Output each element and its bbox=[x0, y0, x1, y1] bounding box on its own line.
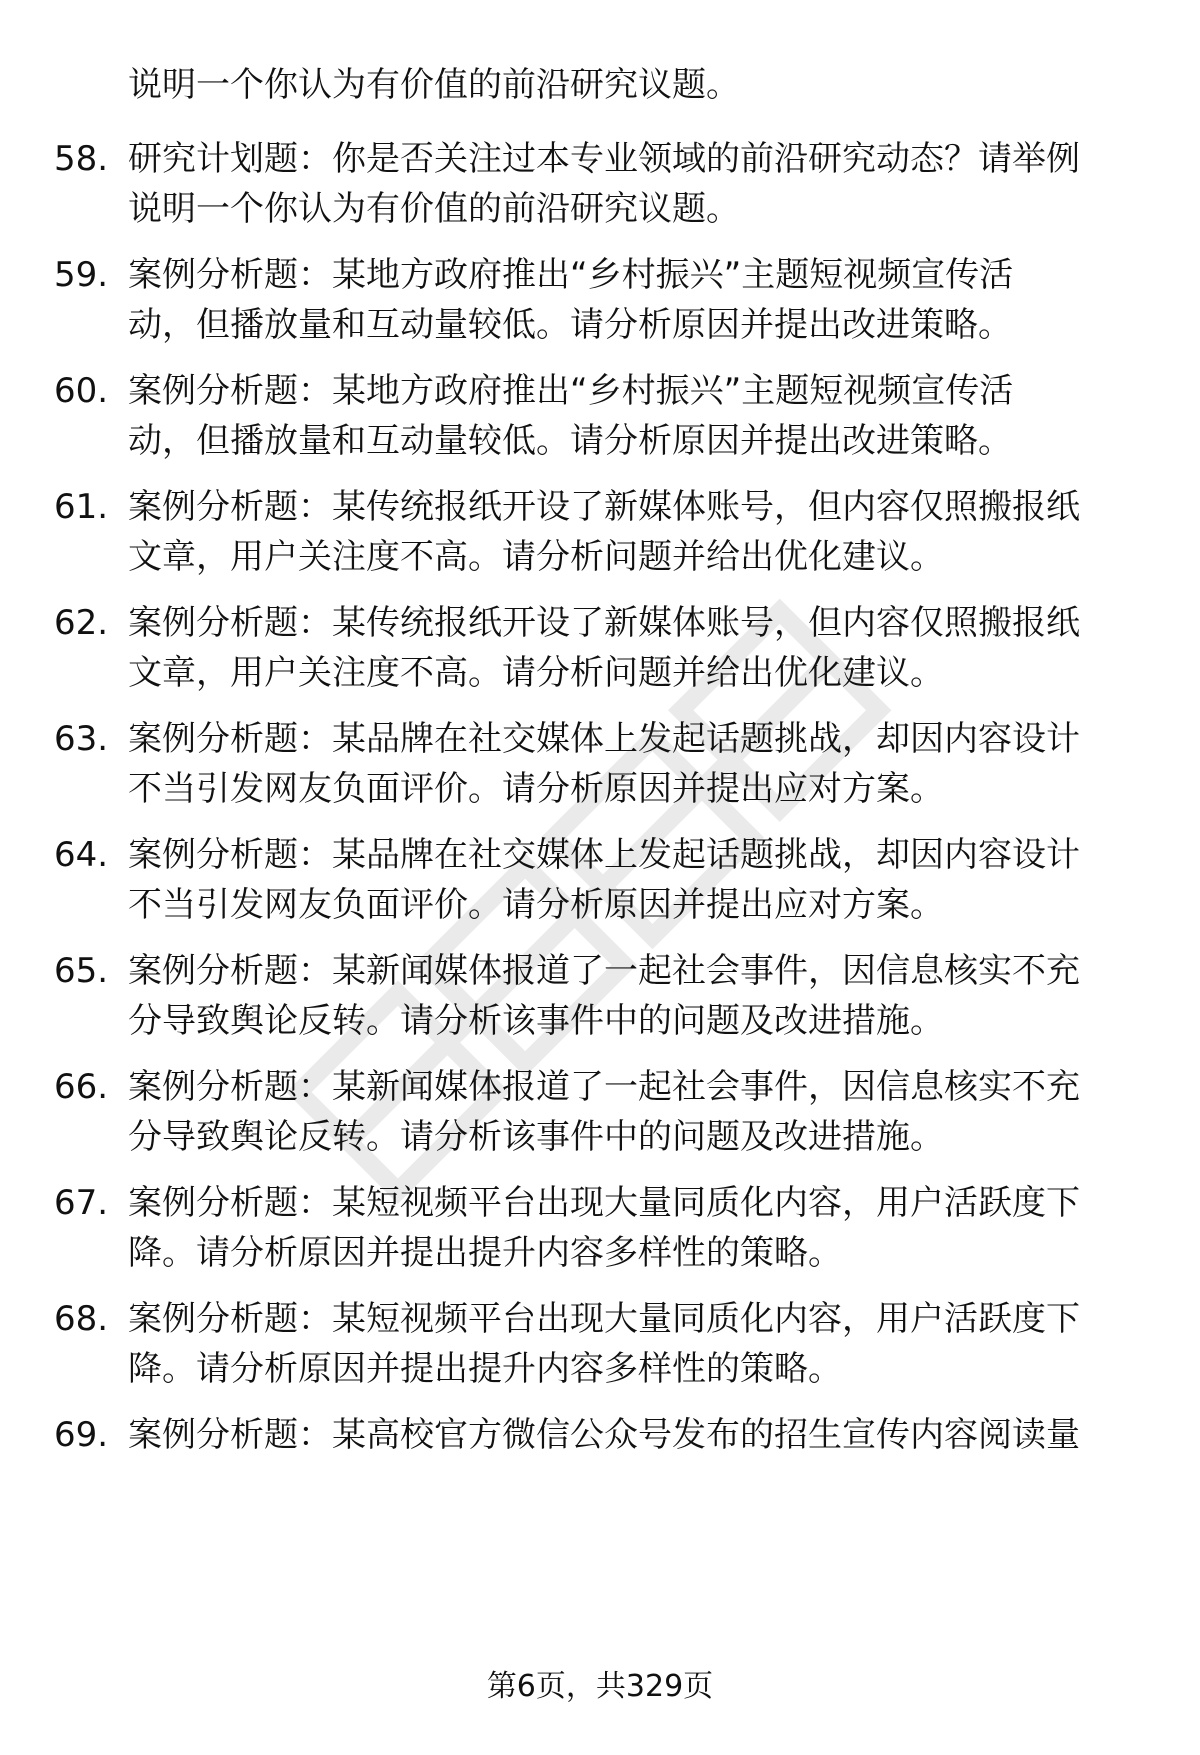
question-text-line: 案例分析题：某传统报纸开设了新媒体账号，但内容仅照搬报纸 bbox=[128, 603, 1080, 643]
question-number: 66. bbox=[54, 1067, 109, 1107]
question-text-line: 研究计划题：你是否关注过本专业领域的前沿研究动态？请举例 bbox=[128, 139, 1080, 179]
question-number: 67. bbox=[54, 1183, 109, 1223]
question-number: 68. bbox=[54, 1299, 109, 1339]
page-footer: 第6页，共329页 bbox=[486, 1669, 714, 1704]
question-number: 59. bbox=[54, 255, 109, 295]
question-text-line: 分导致舆论反转。请分析该事件中的问题及改进措施。 bbox=[128, 1117, 944, 1157]
question-text-line: 案例分析题：某新闻媒体报道了一起社会事件，因信息核实不充 bbox=[128, 951, 1080, 991]
question-text-line: 降。请分析原因并提出提升内容多样性的策略。 bbox=[128, 1233, 842, 1273]
question-text-line: 动，但播放量和互动量较低。请分析原因并提出改进策略。 bbox=[128, 305, 1012, 345]
question-text-line: 动，但播放量和互动量较低。请分析原因并提出改进策略。 bbox=[128, 421, 1012, 461]
continued-question-text: 说明一个你认为有价值的前沿研究议题。 bbox=[128, 65, 740, 105]
question-number: 62. bbox=[54, 603, 109, 643]
question-number: 64. bbox=[54, 835, 109, 875]
question-text-line: 文章，用户关注度不高。请分析问题并给出优化建议。 bbox=[128, 653, 944, 693]
question-text-line: 案例分析题：某新闻媒体报道了一起社会事件，因信息核实不充 bbox=[128, 1067, 1080, 1107]
question-text-line: 案例分析题：某品牌在社交媒体上发起话题挑战，却因内容设计 bbox=[128, 719, 1080, 759]
question-number: 69. bbox=[54, 1415, 109, 1455]
question-text-line: 案例分析题：某地方政府推出“乡村振兴”主题短视频宣传活 bbox=[128, 371, 1014, 411]
question-text-line: 案例分析题：某传统报纸开设了新媒体账号，但内容仅照搬报纸 bbox=[128, 487, 1080, 527]
question-text-line: 降。请分析原因并提出提升内容多样性的策略。 bbox=[128, 1349, 842, 1389]
question-text-line: 案例分析题：某短视频平台出现大量同质化内容，用户活跃度下 bbox=[128, 1299, 1080, 1339]
question-number: 60. bbox=[54, 371, 109, 411]
question-number: 65. bbox=[54, 951, 109, 991]
question-text-line: 案例分析题：某品牌在社交媒体上发起话题挑战，却因内容设计 bbox=[128, 835, 1080, 875]
question-text-line: 说明一个你认为有价值的前沿研究议题。 bbox=[128, 189, 740, 229]
question-text-line: 案例分析题：某高校官方微信公众号发布的招生宣传内容阅读量 bbox=[128, 1415, 1080, 1455]
question-text-line: 分导致舆论反转。请分析该事件中的问题及改进措施。 bbox=[128, 1001, 944, 1041]
question-number: 63. bbox=[54, 719, 109, 759]
question-text-line: 文章，用户关注度不高。请分析问题并给出优化建议。 bbox=[128, 537, 944, 577]
question-text-line: 不当引发网友负面评价。请分析原因并提出应对方案。 bbox=[128, 769, 944, 809]
question-text-line: 案例分析题：某地方政府推出“乡村振兴”主题短视频宣传活 bbox=[128, 255, 1014, 295]
question-number: 61. bbox=[54, 487, 109, 527]
question-text-line: 不当引发网友负面评价。请分析原因并提出应对方案。 bbox=[128, 885, 944, 925]
question-text-line: 案例分析题：某短视频平台出现大量同质化内容，用户活跃度下 bbox=[128, 1183, 1080, 1223]
question-number: 58. bbox=[54, 139, 109, 179]
